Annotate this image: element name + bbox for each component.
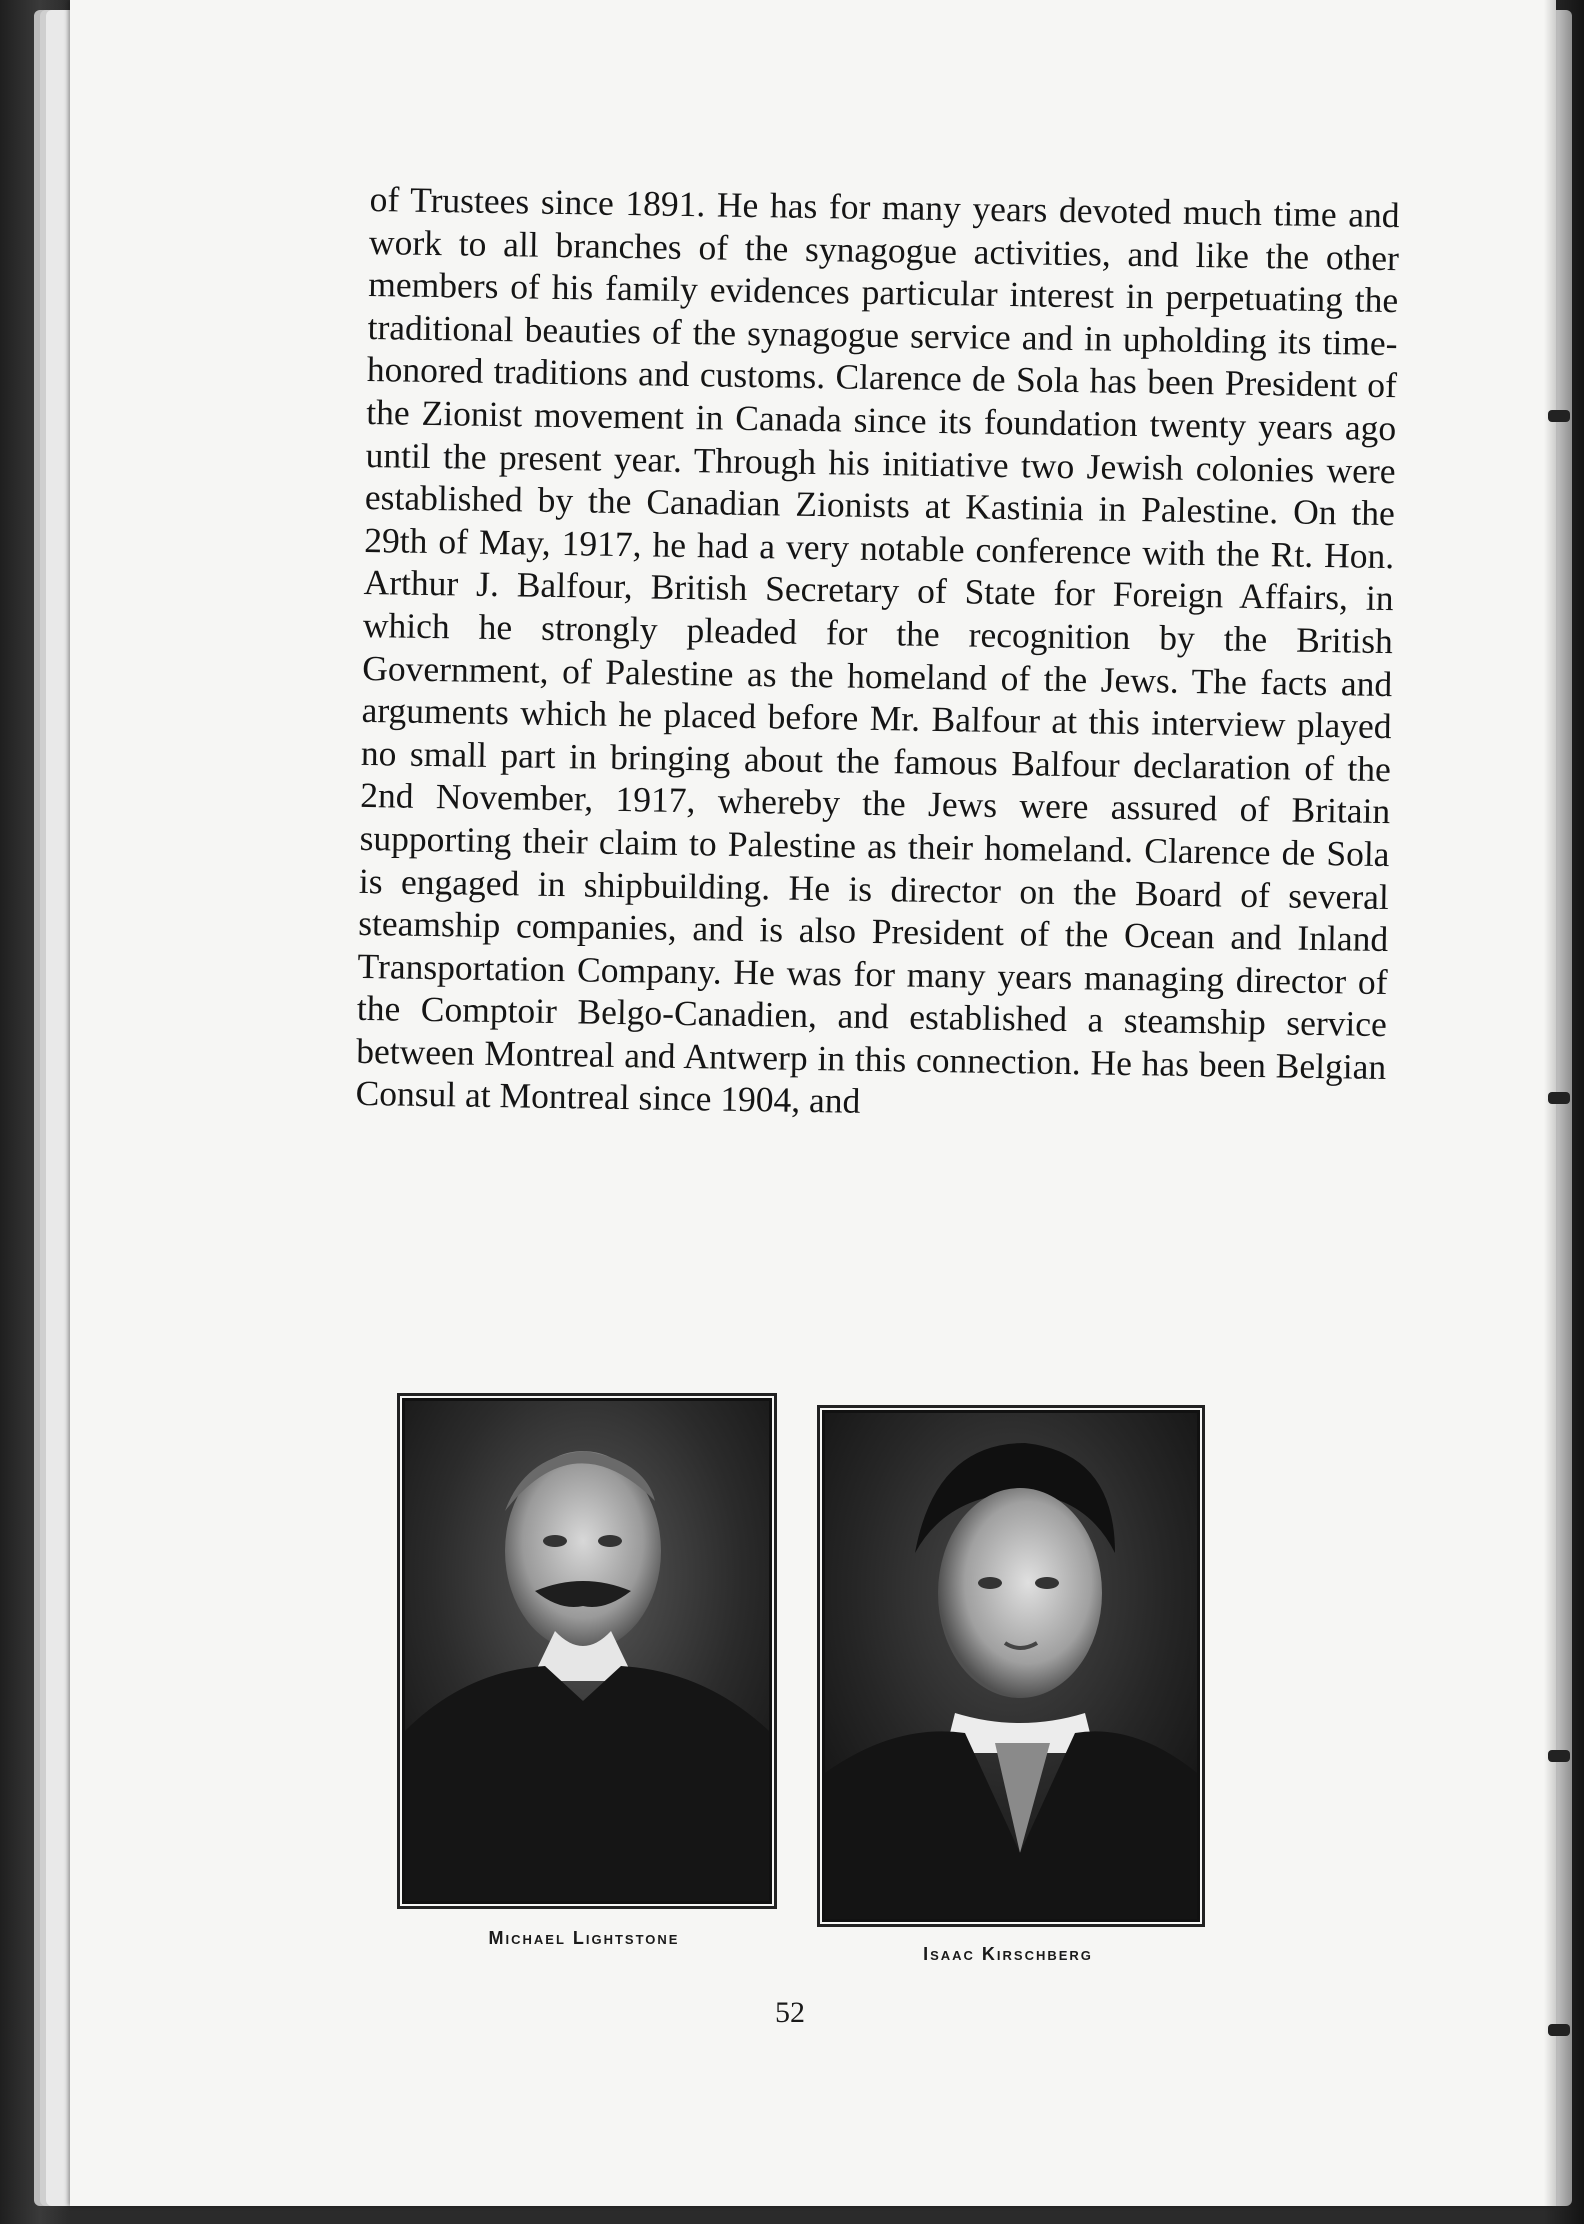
binding-ring-mark (1548, 2024, 1570, 2036)
portrait-photo-isaac-kirschberg (822, 1410, 1200, 1922)
photo-caption: Isaac Kirschberg (923, 1944, 1093, 1964)
binding-ring-mark (1548, 1092, 1570, 1104)
binding-ring-mark (1548, 410, 1570, 422)
portrait-photo-michael-lightstone (402, 1398, 772, 1904)
portrait-image (405, 1401, 769, 1901)
body-paragraph: of Trustees since 1891. He has for many years devoted much time and work to all branches of the synagogue activities, and like the other members of his family evidences particular interest in perpetuating the traditional beauties of the synagogue service and in upholding its time-honored traditions and customs. Clarence de Sola has been President of the Zionist movement in Canada since its foundation twenty years ago until the present year. Through his initiative two Jewish colonies were established by the Canadian Zionists at Kastinia in Palestine. On the 29th of May, 1917, he had a very notable conference with the Rt. Hon. Arthur J. Balfour, British Secretary of State for Foreign Affairs, in which he strongly pleaded for the recognition by the British Government, of Palestine as the homeland of the Jews. The facts and arguments which he placed before Mr. Balfour at this interview played no small part in bringing about the famous Balfour declaration of the 2nd November, 1917, whereby the Jews were assured of Britain supporting their claim to Palestine as their homeland. Clarence de Sola is engaged in shipbuilding. He is director on the Board of several steamship companies, and is also President of the Ocean and Inland Transportation Company. He was for many years managing director of the Comptoir Belgo-Canadien, and established a steamship service between Montreal and Antwerp in this connection. He has been Belgian Consul at Montreal since 1904, and (355, 178, 1400, 1122)
page-number: 52 (775, 1996, 805, 2029)
binding-shadow (1544, 0, 1584, 2224)
book-page (70, 0, 1556, 2206)
photo-caption: Michael Lightstone (488, 1928, 680, 1948)
portrait-image (825, 1413, 1197, 1919)
binding-ring-mark (1548, 1750, 1570, 1762)
